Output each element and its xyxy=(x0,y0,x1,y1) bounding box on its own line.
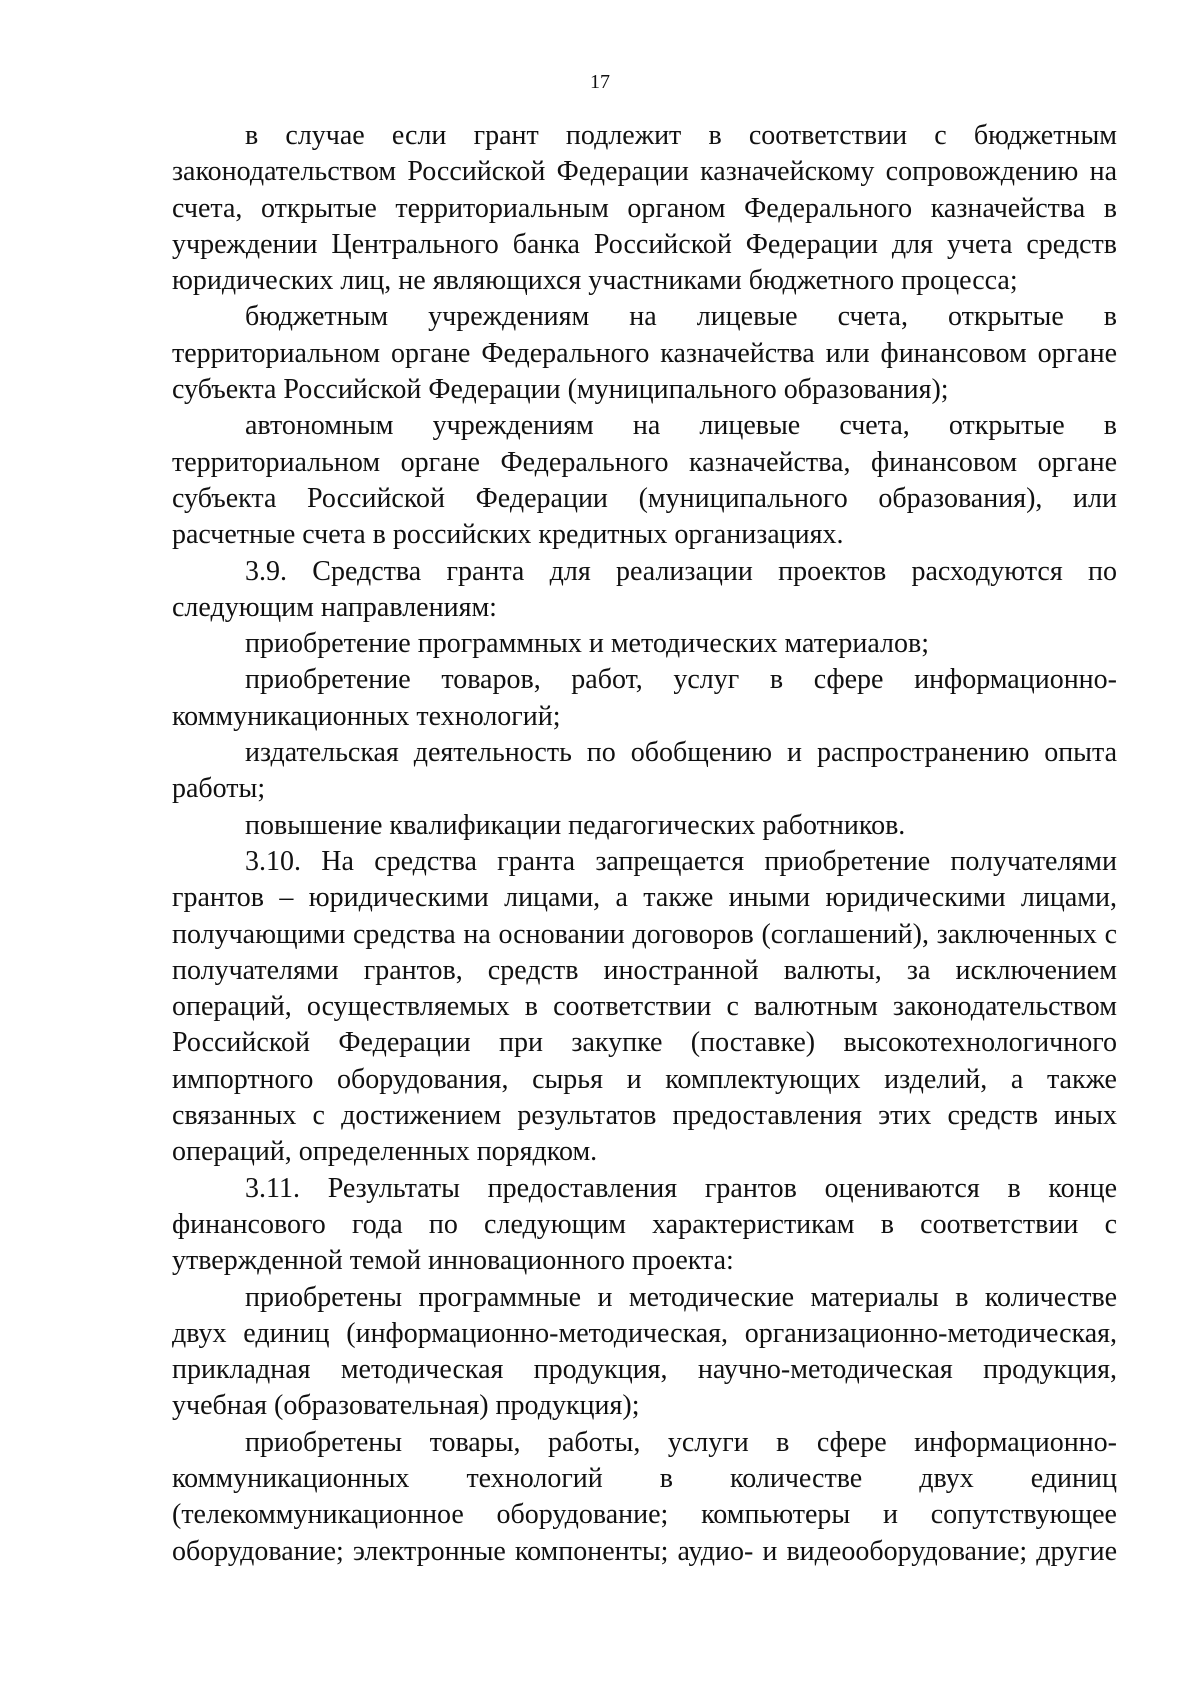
paragraph-section-3-10: 3.10. На средства гранта запрещается приобретение получателями грантов – юридическими лицами, а также иными юридическими лицами, получающими средства на основании договоров (соглашений), заключенных с получателями грантов, средств иностранной валюты, за исключением операций, осуществляемых в соответствии с валютным законодательством Российской Федерации при закупке (поставке) высокотехнологичного импортного оборудования, сырья и комплектующих изделий, а также связанных с достижением результатов предоставления этих средств иных операций, определенных порядком. xyxy=(172,845,1117,1168)
list-item-ict-goods: приобретение товаров, работ, услуг в сфере информационно-коммуникационных технологий; xyxy=(172,664,1117,732)
paragraph-autonomous-institutions: автономным учреждениям на лицевые счета, открытые в территориальном органе Федерального казначейства, финансовом органе субъекта Российской Федерации (муниципального образования), или расчетные счета в российских кредитных организациях. xyxy=(172,410,1117,551)
result-item-ict-goods: приобретены товары, работы, услуги в сфере информационно-коммуникационных технологий в количестве двух единиц (телекоммуникационное оборудование; компьютеры и сопутствующее оборудование; электронные компоненты; аудио- и видеооборудование; другие xyxy=(172,1426,1117,1567)
list-item-publishing: издательская деятельность по обобщению и распространению опыта работы; xyxy=(172,737,1117,805)
paragraph-treasury-accounts: в случае если грант подлежит в соответствии с бюджетным законодательством Российской Федерации казначейскому сопровождению на счета, открытые территориальным органом Федерального казначейства в учреждении Центрального банка Российской Федерации для учета средств юридических лиц, не являющихся участниками бюджетного процесса; xyxy=(172,120,1117,297)
paragraph-section-3-11: 3.11. Результаты предоставления грантов оцениваются в конце финансового года по следующим характеристикам в соответствии с утвержденной темой инновационного проекта: xyxy=(172,1172,1117,1277)
paragraph-budget-institutions: бюджетным учреждениям на лицевые счета, открытые в территориальном органе Федерального казначейства или финансовом органе субъекта Российской Федерации (муниципального образования); xyxy=(172,301,1117,406)
page-number: 17 xyxy=(590,71,610,93)
result-item-methodical-materials: приобретены программные и методические материалы в количестве двух единиц (информационно-методическая, организационно-методическая, прикладная методическая продукция, научно-методическая продукция, учебная (образовательная) продукция); xyxy=(172,1281,1117,1422)
paragraph-section-3-9: 3.9. Средства гранта для реализации проектов расходуются по следующим направлениям: xyxy=(172,555,1117,623)
document-body xyxy=(172,118,1117,1570)
list-item-qualification: повышение квалификации педагогических работников. xyxy=(245,809,906,841)
list-item-methodical-materials: приобретение программных и методических материалов; xyxy=(245,628,930,660)
